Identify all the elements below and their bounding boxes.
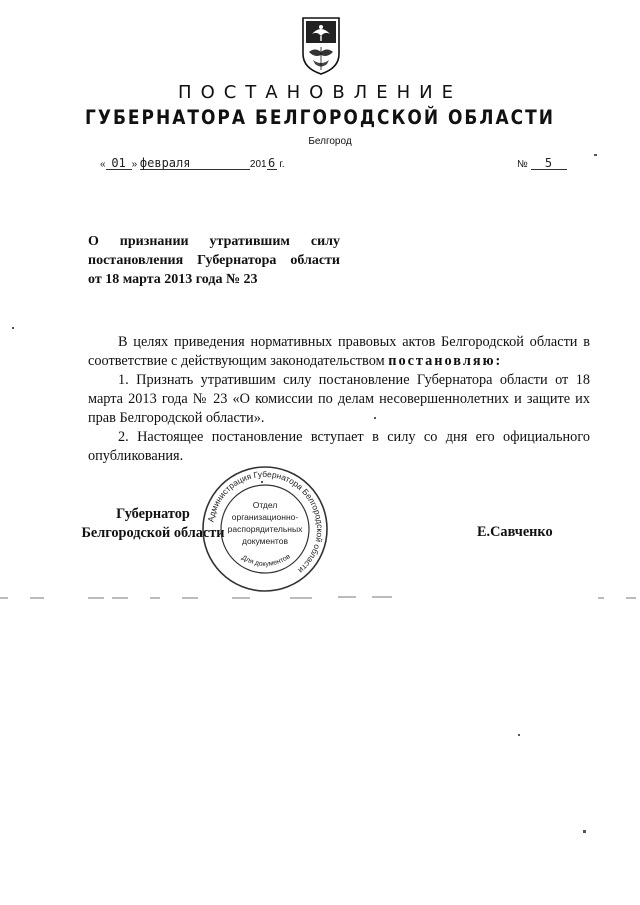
date-year-prefix: 201 [249, 159, 267, 170]
scan-speck [583, 830, 586, 833]
scan-speck [594, 154, 597, 156]
date-day: 01 [106, 157, 132, 170]
document-number [517, 157, 567, 170]
document-date [100, 157, 285, 170]
subject-line-2: постановления Губернатора области [88, 253, 340, 268]
date-month: февраля [140, 157, 250, 170]
document-subject [88, 232, 340, 289]
number-value: 5 [531, 157, 567, 170]
date-quote-open: « [100, 159, 106, 170]
subject-line-1: О признании утратившим силу [88, 234, 340, 249]
scan-dash-artifacts [0, 594, 640, 602]
stamp-bottom-text: Для документов [240, 553, 292, 569]
stamp-inner-line-1: Отдел [252, 500, 278, 510]
issuing-authority: ГУБЕРНАТОРА БЕЛГОРОДСКОЙ ОБЛАСТИ [85, 106, 555, 130]
document-body [88, 333, 590, 466]
document-title: ПОСТАНОВЛЕНИЕ [178, 82, 462, 103]
coat-of-arms-emblem-icon [299, 14, 343, 76]
signatory-title-line-2: Белгородской области [81, 525, 225, 541]
stamp-inner-line-3: распорядительных [227, 524, 303, 534]
number-label: № [517, 159, 528, 170]
stamp-inner-line-4: документов [242, 536, 288, 546]
issuing-city: Белгород [308, 136, 352, 147]
scan-speck [374, 417, 376, 419]
body-paragraph-preamble [88, 333, 590, 371]
signatory-title-line-1: Губернатор [116, 506, 190, 522]
body-paragraph-item-1: 1. Признать утратившим силу постановление Губернатора области от 18 марта 2013 года № 23 «О комиссии по делам несовершеннолетних и защите их прав Белгородской области». [88, 372, 590, 426]
scan-speck [261, 481, 263, 483]
date-year-unit: г. [279, 159, 285, 170]
body-paragraph-item-2: 2. Настоящее постановление вступает в силу со дня его официального опубликования. [88, 429, 590, 464]
preamble-text: В целях приведения нормативных правовых актов Белгородской области в соответствие с действующим законодательством [88, 334, 590, 369]
scan-speck [12, 327, 14, 329]
stamp-inner-line-2: организационно- [231, 512, 299, 522]
date-quote-close: » [131, 159, 138, 170]
preamble-decree-word: постановляю: [388, 353, 503, 369]
scan-speck [518, 734, 520, 736]
signatory-name: Е.Савченко [477, 524, 553, 540]
official-stamp [200, 464, 330, 594]
date-year-suffix: 6 [267, 156, 276, 170]
subject-line-3: от 18 марта 2013 года № 23 [88, 272, 258, 287]
stamp-ring-text: Администрация Губернатора Белгородской области [205, 468, 326, 576]
